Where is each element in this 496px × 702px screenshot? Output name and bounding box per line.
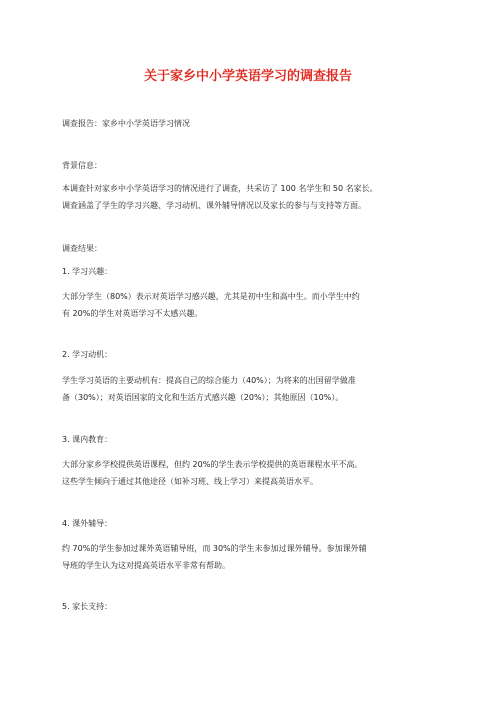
section-line: 约 70%的学生参加过课外英语辅导班，而 30%的学生未参加过课外辅导。参加课外辅 bbox=[62, 544, 367, 553]
results-heading: 调查结果： bbox=[62, 244, 102, 253]
background-line: 本调查针对家乡中小学英语学习的情况进行了调查，共采访了 100 名学生和 50 名家长。 bbox=[62, 184, 378, 193]
section-line: 学生学习英语的主要动机有：提高自己的综合能力（40%）；为将来的出国留学做准 bbox=[62, 376, 356, 385]
background-heading: 背景信息： bbox=[62, 161, 102, 170]
section-line: 导班的学生认为这对提高英语水平非常有帮助。 bbox=[62, 561, 230, 570]
section-line: 大部分学生（80%）表示对英语学习感兴趣，尤其是初中生和高中生。而小学生中约 bbox=[62, 292, 360, 301]
section-heading-tutoring: 4. 课外辅导： bbox=[62, 519, 113, 528]
section-line: 大部分家乡学校提供英语课程，但约 20%的学生表示学校提供的英语课程水平不高。 bbox=[62, 460, 363, 469]
section-line: 有 20%的学生对英语学习不太感兴趣。 bbox=[62, 309, 203, 318]
report-title: 关于家乡中小学英语学习的调查报告 bbox=[143, 69, 352, 84]
section-heading-interest: 1. 学习兴趣： bbox=[62, 267, 113, 276]
section-heading-classroom: 3. 课内教育： bbox=[62, 435, 113, 444]
section-heading-parent-support: 5. 家长支持： bbox=[62, 602, 113, 611]
section-line: 备（30%）；对英语国家的文化和生活方式感兴趣（20%）；其他原因（10%）。 bbox=[62, 393, 344, 402]
report-subject: 调查报告：家乡中小学英语学习情况 bbox=[62, 119, 190, 128]
section-line: 这些学生倾向于通过其他途径（如补习班、线上学习）来提高英语水平。 bbox=[62, 477, 318, 486]
section-heading-motivation: 2. 学习动机： bbox=[62, 350, 113, 359]
background-line: 调查涵盖了学生的学习兴趣、学习动机、课外辅导情况以及家长的参与与支持等方面。 bbox=[62, 201, 366, 210]
